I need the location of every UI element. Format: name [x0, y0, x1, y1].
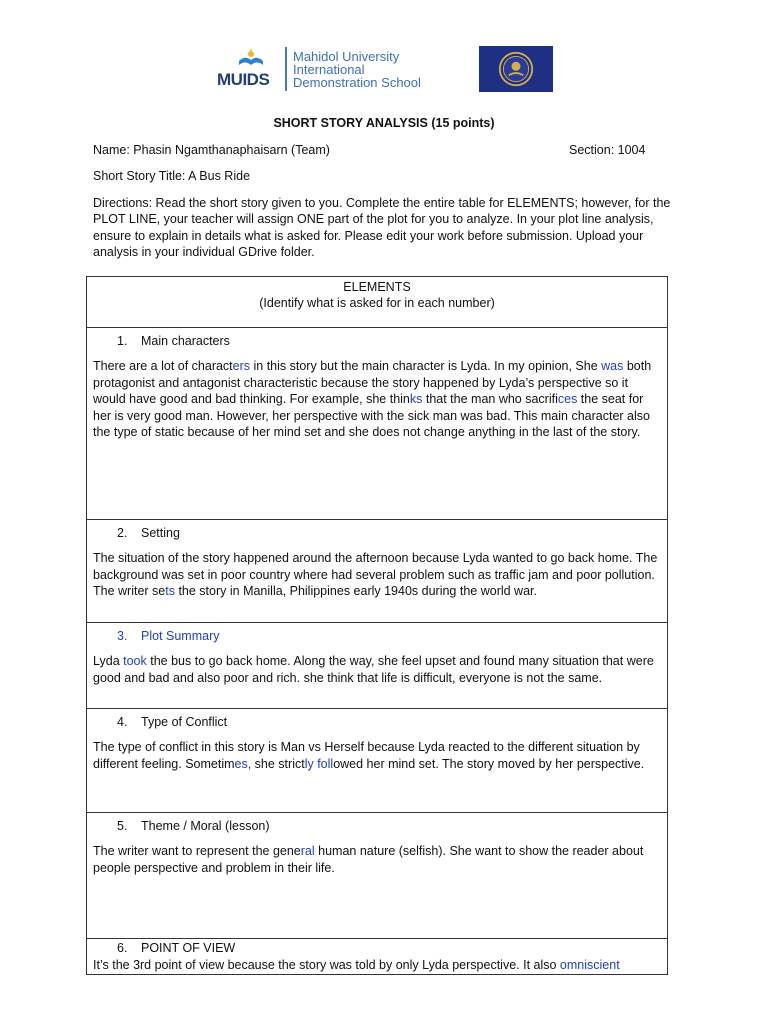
body-text: The situation of the story happened around the afternoon because Lyda wanted to go back home. The background was set in poor country where had several problem such as traffic jam and poor pollution. The writer se: [93, 551, 658, 598]
directions-paragraph: Directions: Read the short story given to you. Complete the entire table for ELEMENTS; however, for the PLOT LINE, your teacher will assign ONE part of the plot for you to analyze. In your plot line analysis, ensure to explain in details what is asked for. Please edit your work before submission. Upload your analysis in your individual GDrive folder.: [93, 196, 671, 260]
item-number: 3.: [117, 629, 128, 643]
theme-moral-cell: [87, 813, 668, 939]
type-of-conflict-cell: [87, 709, 668, 813]
body-text: the seat for her is very good man. However, her perspective with the sick man was bad. This main character also the type of static because of her mind set and she does not change anything in the last of the story.: [93, 392, 650, 439]
body-text: the bus to go back home. Along the way, she feel upset and found many situation that were good and bad and also poor and rich. she think that life is difficult, everyone is not the same.: [93, 654, 654, 685]
body-text: the story in Manilla, Philippines early 1940s during the world war.: [174, 584, 537, 598]
item-label: [93, 939, 661, 957]
item-number: 2.: [117, 526, 128, 540]
setting-cell: [87, 520, 668, 623]
item-body: [93, 739, 661, 772]
item-number: 6.: [117, 941, 128, 955]
body-text: The type of conflict in this story is Man vs Herself because Lyda reacted to the different situation by different feeling. Sometim: [93, 740, 640, 771]
item-label-text: Setting: [141, 526, 180, 540]
table-row: [87, 813, 668, 939]
logo-text: MUIDS: [217, 70, 270, 89]
edited-text: es,: [234, 756, 252, 771]
body-text: It’s the 3rd point of view because the story was told by only Lyda perspective. It also: [93, 958, 560, 972]
university-seal: [479, 46, 553, 92]
student-name: Name: Phasin Ngamthanaphaisarn (Team): [93, 143, 330, 157]
table-row: [87, 520, 668, 623]
book-icon: [237, 49, 265, 69]
edited-text: omniscient: [559, 958, 620, 972]
table-row: [87, 709, 668, 813]
seal-icon: [498, 51, 534, 87]
item-body: [93, 653, 661, 686]
school-name-line2: International: [293, 61, 365, 77]
table-row: [87, 328, 668, 520]
item-label: [93, 713, 661, 731]
edited-text: took: [123, 654, 147, 668]
page-title: SHORT STORY ANALYSIS (15 points): [273, 116, 495, 130]
item-body: [93, 358, 661, 441]
story-title: Short Story Title: A Bus Ride: [93, 169, 251, 183]
item-label-text: POINT OF VIEW: [141, 941, 236, 955]
body-text: both protagonist and antagonist characteristic because the story happened by Lyda’s perspective so it would have good and bad thinking. For example, she thin: [93, 359, 652, 406]
logo-divider: [285, 47, 287, 91]
item-label-text: Main characters: [141, 334, 230, 348]
item-number: 1.: [117, 334, 128, 348]
body-text: that the man who sacrifi: [422, 392, 558, 406]
table-row: [87, 623, 668, 709]
body-text: The writer want to represent the gene: [93, 844, 301, 858]
table-heading: ELEMENTS: [343, 280, 411, 294]
item-number: 4.: [117, 715, 128, 729]
item-body: [93, 957, 661, 974]
item-body: [93, 550, 661, 600]
table-row: [87, 939, 668, 975]
table-header-row: [87, 277, 668, 328]
body-text: Lyda: [93, 654, 124, 668]
main-characters-cell: [87, 328, 668, 520]
item-label: [93, 817, 661, 835]
body-text: There are a lot of charact: [93, 359, 233, 373]
school-name-line1: Mahidol University: [293, 48, 400, 64]
item-number: 5.: [117, 819, 128, 833]
edited-text: ces: [557, 392, 578, 406]
plot-summary-cell: [87, 623, 668, 709]
body-text: owed her mind set. The story moved by her perspective.: [333, 756, 645, 771]
body-text: she strict: [251, 756, 305, 771]
body-text: in this story but the main character is Lyda. In my opinion, She: [250, 359, 602, 373]
muids-logo: [217, 45, 281, 93]
item-label: [93, 332, 661, 350]
item-label: [93, 524, 661, 542]
edited-text: ers: [232, 359, 251, 373]
edited-text: ts: [165, 584, 175, 598]
table-subheading: (Identify what is asked for in each number): [259, 296, 495, 310]
edited-text: ly foll: [304, 756, 334, 771]
item-label: [93, 627, 661, 645]
item-label-text: Plot Summary: [141, 629, 220, 643]
item-label-text: Theme / Moral (lesson): [141, 819, 270, 833]
item-body: [93, 843, 661, 876]
edited-text: was: [601, 359, 624, 373]
section-number: Section: 1004: [569, 143, 646, 157]
school-name-line3: Demonstration School: [293, 74, 421, 90]
item-label-text: Type of Conflict: [141, 715, 228, 729]
point-of-view-cell: [87, 939, 668, 975]
school-name: [293, 50, 463, 89]
body-text: human nature (selfish). She want to show the reader about people perspective and problem in their life.: [93, 844, 644, 875]
header-logos: [217, 44, 553, 94]
table-header-cell: [87, 277, 668, 328]
edited-text: ral: [300, 844, 315, 858]
edited-text: ks: [409, 392, 423, 406]
elements-table: [86, 276, 668, 975]
